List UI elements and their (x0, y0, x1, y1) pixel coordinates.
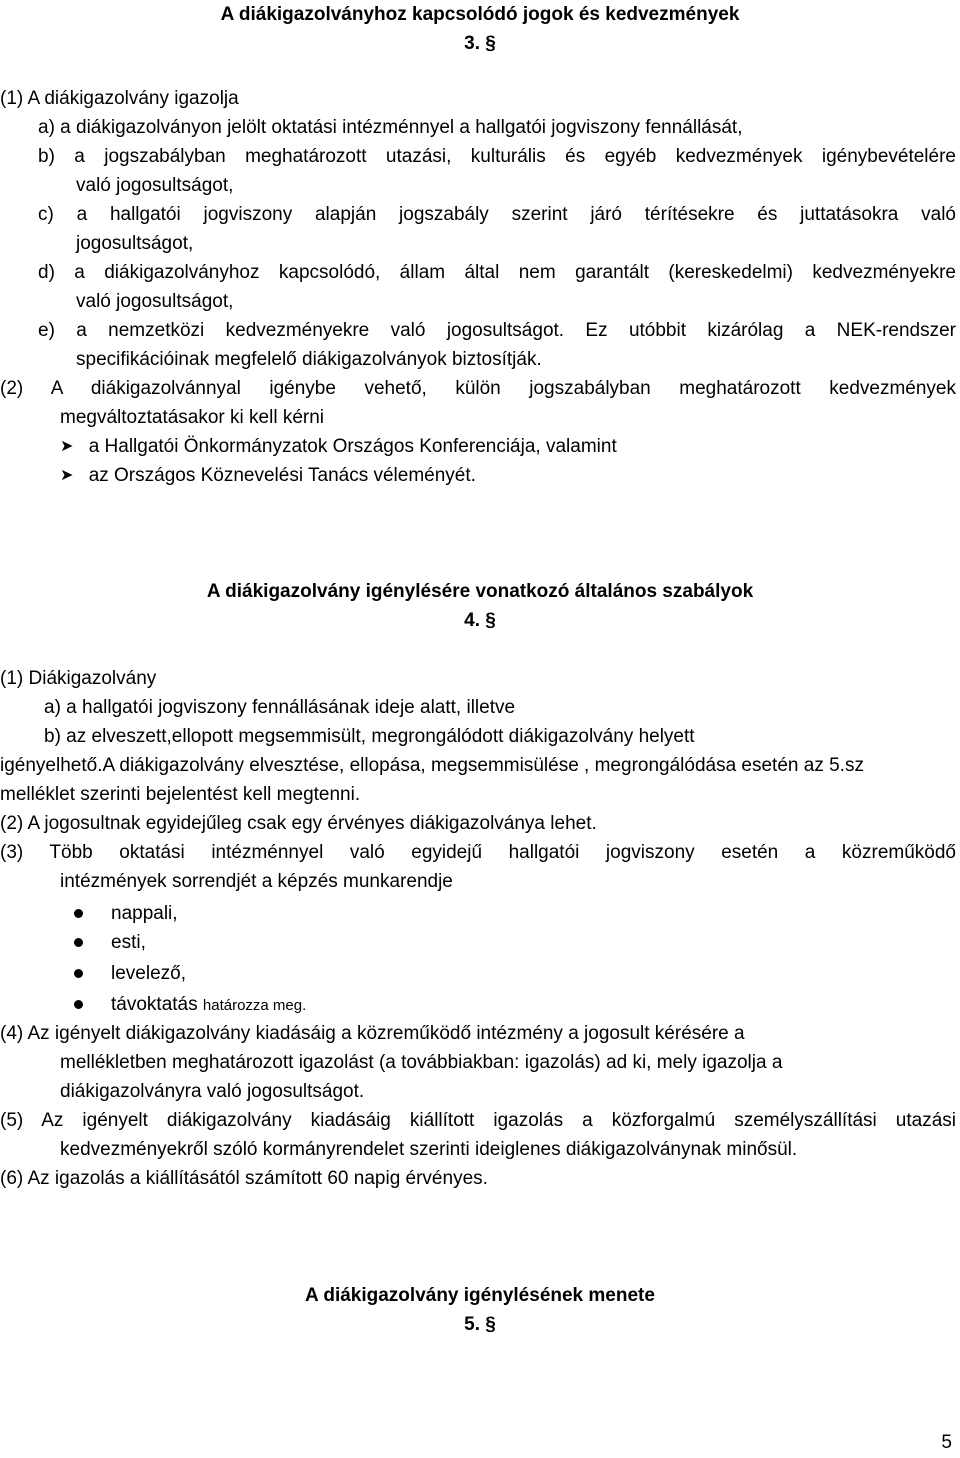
bullet-dot-icon (74, 938, 83, 947)
bullet-list-item: távoktatás határozza meg. (74, 990, 306, 1020)
paragraph-line: b) a jogszabályban meghatározott utazási, kulturális és egyéb kedvezmények igénybevételére (38, 146, 956, 167)
arrow-bullet-icon: ➤ (60, 438, 74, 455)
paragraph-line: kedvezményekről szóló kormányrendelet szerinti ideiglenes diákigazolványnak minősül. (60, 1139, 798, 1160)
paragraph-line: (3) Több oktatási intézménnyel való egyidejű hallgatói jogviszony esetén a közreműködő (0, 842, 956, 863)
paragraph-line: igényelhető.A diákigazolvány elvesztése, ellopása, megsemmisülése , megrongálódása esetén az 5.sz (0, 755, 864, 776)
paragraph-line: való jogosultságot, (76, 175, 234, 196)
paragraph-line: intézmények sorrendjét a képzés munkarendje (60, 871, 453, 892)
section-3-number: 3. § (464, 33, 496, 54)
bullet-dot-icon (74, 1000, 83, 1009)
bullet-dot-icon (74, 909, 83, 918)
section-4-title: A diákigazolvány igénylésére vonatkozó általános szabályok (206, 581, 754, 602)
section-4-number: 4. § (464, 610, 496, 631)
paragraph-line: (4) Az igényelt diákigazolvány kiadásáig a közreműködő intézmény a jogosult kérésére a (0, 1023, 745, 1044)
bullet-list-item: levelező, (74, 959, 186, 988)
paragraph-line: d) a diákigazolványhoz kapcsolódó, állam által nem garantált (kereskedelmi) kedvezményekre (38, 262, 956, 283)
arrow-list-item: ➤ az Országos Köznevelési Tanács véleményét. (60, 465, 476, 486)
paragraph-line: jogosultságot, (76, 233, 194, 254)
paragraph-line: megváltoztatásakor ki kell kérni (60, 407, 324, 428)
page-number: 5 (941, 1432, 952, 1453)
paragraph-line: (6) Az igazolás a kiállításától számított 60 napig érvényes. (0, 1168, 488, 1189)
paragraph-line: (1) A diákigazolvány igazolja (0, 88, 239, 109)
paragraph-line: c) a hallgatói jogviszony alapján jogszabály szerint járó térítésekre és juttatásokra való (38, 204, 956, 225)
section-3-title: A diákigazolványhoz kapcsolódó jogok és kedvezmények (220, 4, 740, 25)
bullet-list-item: nappali, (74, 899, 178, 928)
paragraph-line: (2) A jogosultnak egyidejűleg csak egy érvényes diákigazolványa lehet. (0, 813, 597, 834)
paragraph-line: e) a nemzetközi kedvezményekre való jogosultságot. Ez utóbbit kizárólag a NEK-rendszer (38, 320, 956, 341)
paragraph-line: (1) Diákigazolvány (0, 668, 157, 689)
paragraph-line: diákigazolványra való jogosultságot. (60, 1081, 365, 1102)
paragraph-line: való jogosultságot, (76, 291, 234, 312)
section-5-number: 5. § (464, 1314, 496, 1335)
paragraph-line: (2) A diákigazolvánnyal igénybe vehető, külön jogszabályban meghatározott kedvezmények (0, 378, 956, 399)
paragraph-line: melléklet szerinti bejelentést kell megtenni. (0, 784, 361, 805)
paragraph-line: (5) Az igényelt diákigazolvány kiadásáig kiállított igazolás a közforgalmú személyszállítási utazási (0, 1110, 956, 1131)
arrow-list-item: ➤ a Hallgatói Önkormányzatok Országos Konferenciája, valamint (60, 436, 617, 457)
section-5-title: A diákigazolvány igénylésének menete (305, 1285, 655, 1306)
paragraph-line: a) a diákigazolványon jelölt oktatási intézménnyel a hallgatói jogviszony fennállását, (38, 117, 743, 138)
arrow-bullet-icon: ➤ (60, 467, 74, 484)
bullet-list-item: esti, (74, 928, 146, 957)
paragraph-line: mellékletben meghatározott igazolást (a továbbiakban: igazolás) ad ki, mely igazolja a (60, 1052, 783, 1073)
paragraph-line: specifikációinak megfelelő diákigazolványok biztosítják. (76, 349, 542, 370)
paragraph-line: b) az elveszett,ellopott megsemmisült, megrongálódott diákigazolvány helyett (44, 726, 695, 747)
bullet-dot-icon (74, 969, 83, 978)
paragraph-line: a) a hallgatói jogviszony fennállásának ideje alatt, illetve (44, 697, 516, 718)
